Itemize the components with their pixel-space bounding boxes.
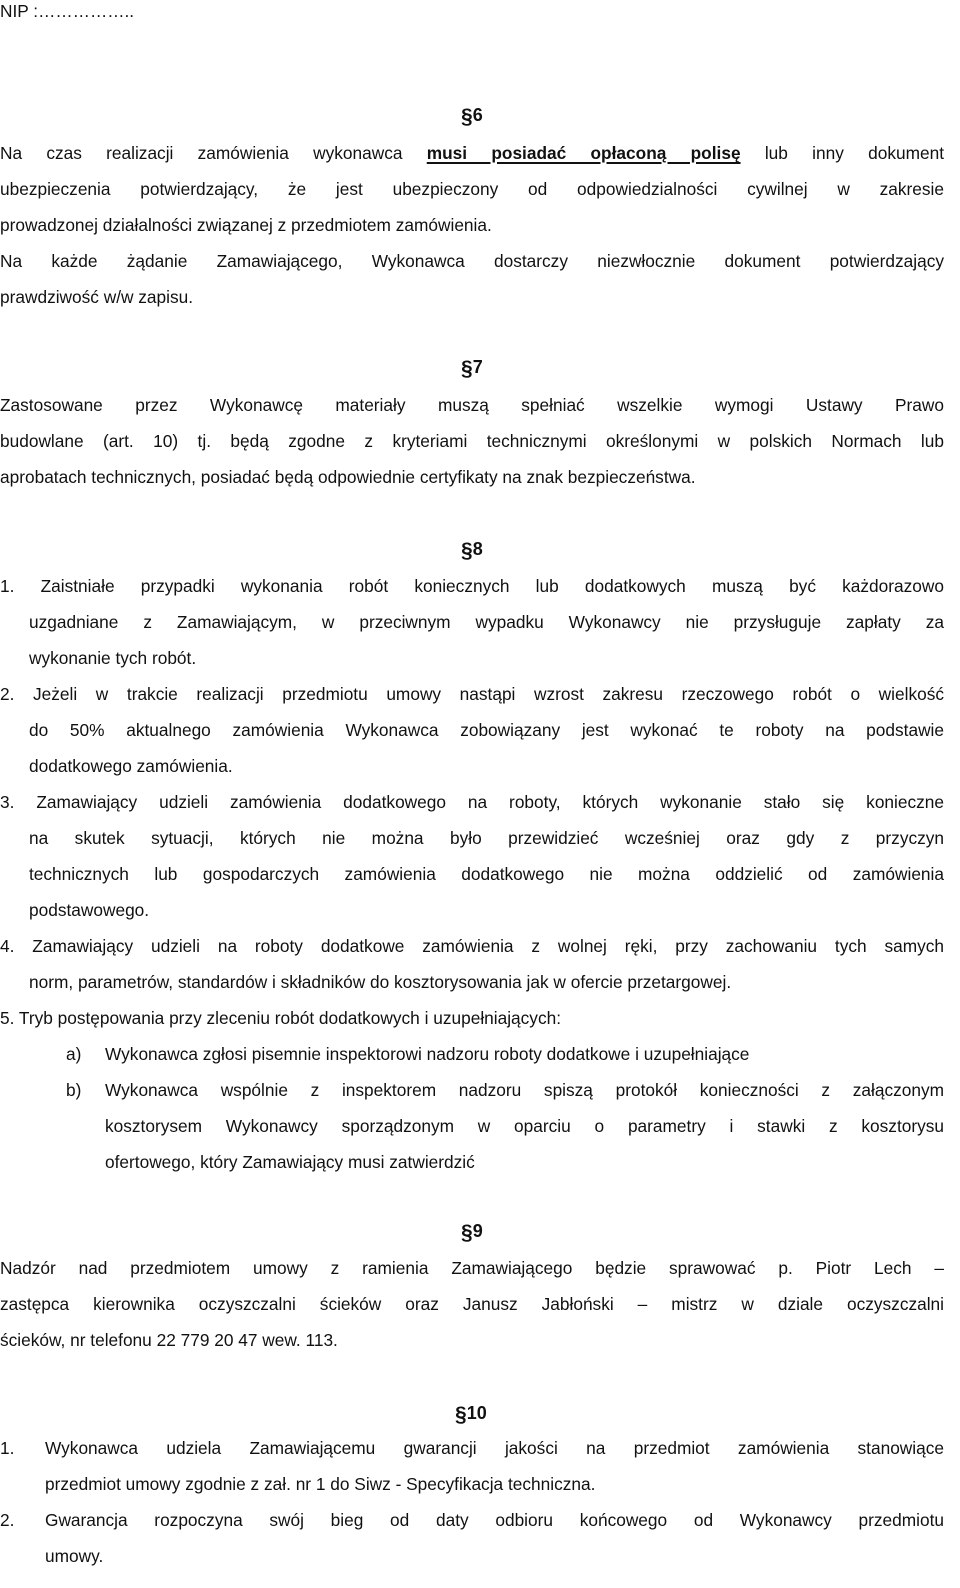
section-6-line-1 (0, 142, 944, 164)
text: Na czas realizacji zamówienia wykonawca (0, 143, 427, 163)
sub-item-b-line-3: ofertowego, który Zamawiający musi zatwierdzić (105, 1152, 475, 1172)
section-10-item-2-number: 2. (0, 1510, 15, 1530)
section-8-item-4-line-2: norm, parametrów, standardów i składników do kosztorysowania jak w ofercie przetargowej. (29, 972, 732, 992)
section-8-item-1-line-1: 1. Zaistniałe przypadki wykonania robót koniecznych lub dodatkowych muszą być każdorazowo (0, 576, 944, 596)
section-8-item-3-line-4: podstawowego. (29, 900, 150, 920)
section-6-line-2: ubezpieczenia potwierdzający, że jest ubezpieczony od odpowiedzialności cywilnej w zakresie (0, 179, 944, 199)
section-6-heading: §6 (461, 105, 483, 128)
section-10-number: 10 (466, 1403, 487, 1423)
section-7-heading: §7 (461, 357, 483, 380)
section-8-item-4-line-1: 4. Zamawiający udzieli na roboty dodatkowe zamówienia z wolnej ręki, przy zachowaniu tych samych (0, 936, 944, 956)
nip-field: NIP :…………….. (0, 1, 135, 21)
section-8-item-2-line-2: do 50% aktualnego zamówienia Wykonawca zobowiązany jest wykonać te roboty na podstawie (29, 720, 944, 740)
section-7-number: 7 (472, 357, 483, 377)
sub-item-b-line-2: kosztorysem Wykonawcy sporządzonym w oparciu o parametry i stawki z kosztorysu (105, 1116, 944, 1136)
section-8-heading: §8 (461, 539, 483, 562)
section-8-item-3-line-2: na skutek sytuacji, których nie można było przewidzieć wcześniej oraz gdy z przyczyn (29, 828, 944, 848)
section-6-number: 6 (472, 105, 483, 125)
section-7-line-2: budowlane (art. 10) tj. będą zgodne z kryteriami technicznymi określonymi w polskich Normach lub (0, 431, 944, 451)
text: lub inny dokument (740, 143, 944, 163)
section-7-line-3: aprobatach technicznych, posiadać będą odpowiednie certyfikaty na znak bezpieczeństwa. (0, 467, 696, 487)
section-10-item-2-line-1: Gwarancja rozpoczyna swój bieg od daty odbioru końcowego od Wykonawcy przedmiotu (45, 1510, 944, 1530)
sub-item-a-line-1: Wykonawca zgłosi pisemnie inspektorowi nadzoru roboty dodatkowe i uzupełniające (105, 1044, 750, 1064)
sub-item-b-label: b) (66, 1080, 82, 1100)
section-9-line-3: ścieków, nr telefonu 22 779 20 47 wew. 113. (0, 1330, 338, 1350)
section-9-line-2: zastępca kierownika oczyszczalni ścieków oraz Janusz Jabłoński – mistrz w dziale oczyszczalni (0, 1294, 944, 1314)
sub-item-a-label: a) (66, 1044, 82, 1064)
section-8-item-3-line-3: technicznych lub gospodarczych zamówienia dodatkowego nie można oddzielić od zamówienia (29, 864, 944, 884)
section-6-line-4: Na każde żądanie Zamawiającego, Wykonawca dostarczy niezwłocznie dokument potwierdzający (0, 251, 944, 271)
section-8-item-3-line-1: 3. Zamawiający udzieli zamówienia dodatkowego na roboty, których wykonanie stało się konieczne (0, 792, 944, 812)
section-6-line-5: prawdziwość w/w zapisu. (0, 287, 194, 307)
sub-item-b-line-1: Wykonawca wspólnie z inspektorem nadzoru spiszą protokół konieczności z załączonym (105, 1080, 944, 1100)
section-10-item-2-line-2: umowy. (45, 1546, 104, 1566)
insurance-requirement: musi posiadać opłaconą polisę (426, 143, 741, 163)
section-9-number: 9 (472, 1221, 483, 1241)
section-8-item-1-line-2: uzgadniane z Zamawiającym, w przeciwnym wypadku Wykonawcy nie przysługuje zapłaty za (29, 612, 944, 632)
section-6-line-3: prowadzonej działalności związanej z przedmiotem zamówienia. (0, 215, 492, 235)
section-8-item-1-line-3: wykonanie tych robót. (29, 648, 197, 668)
section-10-item-1-line-2: przedmiot umowy zgodnie z zał. nr 1 do Siwz - Specyfikacja techniczna. (45, 1474, 596, 1494)
section-7-line-1: Zastosowane przez Wykonawcę materiały muszą spełniać wszelkie wymogi Ustawy Prawo (0, 395, 944, 415)
section-8-item-5-line-1: 5. Tryb postępowania przy zleceniu robót dodatkowych i uzupełniających: (0, 1008, 561, 1028)
section-10-item-1-line-1: Wykonawca udziela Zamawiającemu gwarancji jakości na przedmiot zamówienia stanowiące (45, 1438, 944, 1458)
section-9-heading: §9 (461, 1221, 483, 1244)
section-10-item-1-number: 1. (0, 1438, 15, 1458)
section-10-heading: §10 (455, 1403, 487, 1426)
section-8-number: 8 (472, 539, 483, 559)
section-8-item-2-line-1: 2. Jeżeli w trakcie realizacji przedmiotu umowy nastąpi wzrost zakresu rzeczowego robót o wielkość (0, 684, 944, 704)
section-8-item-2-line-3: dodatkowego zamówienia. (29, 756, 233, 776)
section-9-line-1: Nadzór nad przedmiotem umowy z ramienia Zamawiającego będzie sprawować p. Piotr Lech – (0, 1258, 944, 1278)
